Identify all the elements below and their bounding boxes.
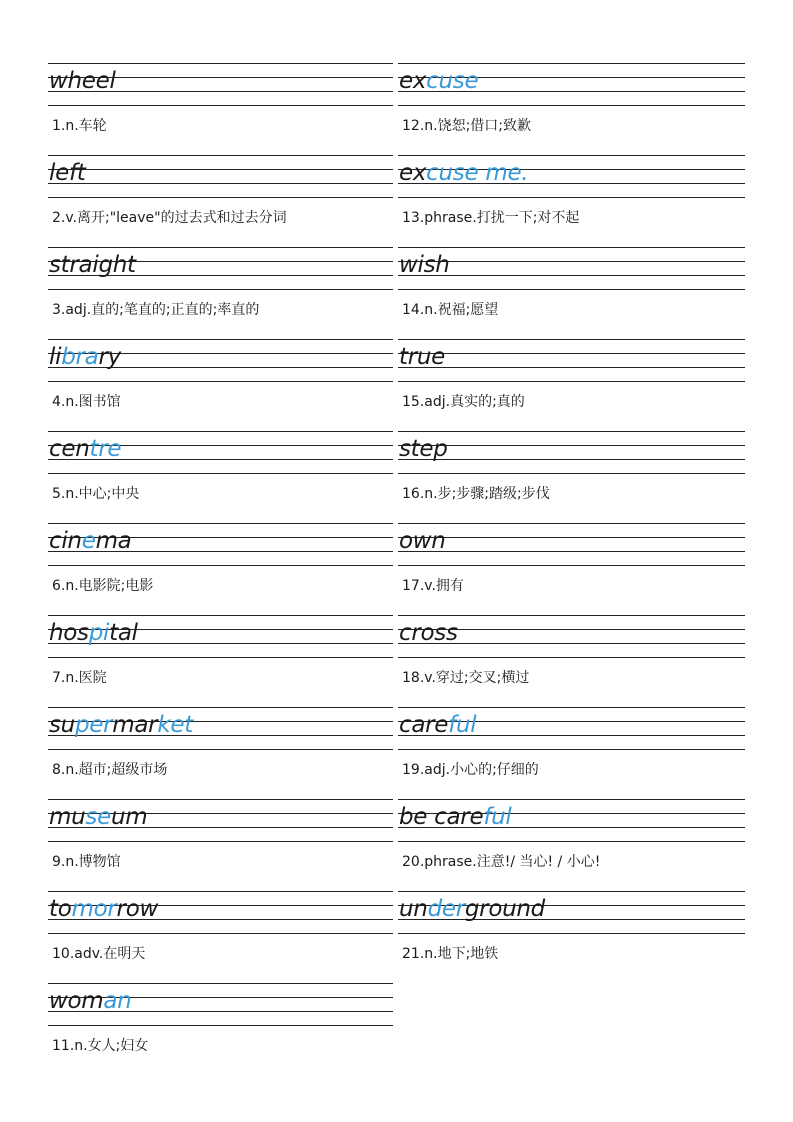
word-syllable: cen bbox=[49, 436, 90, 462]
vocab-word bbox=[399, 342, 445, 372]
writing-guide-line bbox=[48, 707, 393, 708]
vocab-entry bbox=[48, 891, 396, 983]
word-syllable: be care bbox=[399, 804, 484, 830]
vocab-word bbox=[49, 66, 116, 96]
vocab-entry bbox=[398, 431, 746, 523]
vocab-word bbox=[399, 250, 450, 280]
vocab-entry bbox=[398, 63, 746, 155]
highlighted-syllable: pi bbox=[88, 620, 110, 646]
word-syllable: straight bbox=[49, 252, 136, 278]
vocab-entry bbox=[398, 339, 746, 431]
highlighted-syllable: ful bbox=[483, 804, 512, 830]
vocab-meaning: 10.adv.在明天 bbox=[52, 946, 146, 962]
word-syllable: step bbox=[399, 436, 448, 462]
vocab-word bbox=[399, 66, 478, 96]
vocab-word bbox=[49, 710, 193, 740]
vocab-word bbox=[49, 618, 138, 648]
word-syllable: ma bbox=[95, 528, 132, 554]
writing-guide-line bbox=[398, 891, 745, 892]
vocab-meaning: 16.n.步;步骤;踏级;步伐 bbox=[402, 486, 550, 502]
writing-guide-line bbox=[48, 105, 393, 106]
vocab-meaning: 5.n.中心;中央 bbox=[52, 486, 140, 502]
writing-guide-line bbox=[48, 615, 393, 616]
vocab-entry bbox=[398, 707, 746, 799]
writing-guide-line bbox=[398, 275, 745, 276]
vocab-meaning: 4.n.图书馆 bbox=[52, 394, 121, 410]
vocab-meaning: 13.phrase.打扰一下;对不起 bbox=[402, 210, 580, 226]
vocab-entry bbox=[48, 523, 396, 615]
highlighted-syllable: cuse bbox=[426, 68, 479, 94]
word-syllable: care bbox=[399, 712, 449, 738]
writing-guide-line bbox=[398, 155, 745, 156]
vocab-entry bbox=[48, 155, 396, 247]
writing-guide-line bbox=[48, 657, 393, 658]
writing-guide-line bbox=[398, 445, 745, 446]
writing-guide-line bbox=[398, 63, 745, 64]
writing-guide-line bbox=[48, 381, 393, 382]
writing-guide-line bbox=[398, 289, 745, 290]
vocab-meaning: 3.adj.直的;笔直的;正直的;率直的 bbox=[52, 302, 260, 318]
writing-guide-line bbox=[398, 459, 745, 460]
writing-guide-line bbox=[48, 841, 393, 842]
writing-guide-line bbox=[398, 353, 745, 354]
writing-guide-line bbox=[48, 933, 393, 934]
writing-guide-line bbox=[48, 63, 393, 64]
word-syllable: ground bbox=[464, 896, 545, 922]
writing-guide-line bbox=[398, 339, 745, 340]
word-syllable: own bbox=[399, 528, 446, 554]
vocab-meaning: 14.n.祝福;愿望 bbox=[402, 302, 499, 318]
word-syllable: um bbox=[110, 804, 148, 830]
highlighted-syllable: an bbox=[103, 988, 132, 1014]
writing-guide-line bbox=[398, 381, 745, 382]
writing-guide-line bbox=[398, 707, 745, 708]
highlighted-syllable: tre bbox=[89, 436, 122, 462]
word-syllable: cin bbox=[49, 528, 82, 554]
writing-guide-line bbox=[398, 551, 745, 552]
writing-guide-line bbox=[48, 749, 393, 750]
writing-guide-line bbox=[48, 565, 393, 566]
word-syllable: ex bbox=[399, 160, 427, 186]
vocab-meaning: 11.n.女人;妇女 bbox=[52, 1038, 149, 1054]
vocab-word bbox=[399, 710, 476, 740]
word-syllable: su bbox=[49, 712, 75, 738]
writing-guide-line bbox=[398, 431, 745, 432]
word-syllable: tal bbox=[109, 620, 138, 646]
highlighted-syllable: mor bbox=[71, 896, 117, 922]
writing-guide-line bbox=[398, 537, 745, 538]
writing-guide-line bbox=[48, 983, 393, 984]
writing-guide-line bbox=[48, 197, 393, 198]
word-syllable: hos bbox=[49, 620, 89, 646]
writing-guide-line bbox=[398, 799, 745, 800]
word-syllable: row bbox=[116, 896, 158, 922]
vocab-entry bbox=[48, 431, 396, 523]
writing-guide-line bbox=[48, 1025, 393, 1026]
word-syllable: ex bbox=[399, 68, 427, 94]
vocab-meaning: 6.n.电影院;电影 bbox=[52, 578, 154, 594]
writing-guide-line bbox=[398, 247, 745, 248]
highlighted-syllable: cuse me. bbox=[426, 160, 529, 186]
writing-guide-line bbox=[398, 749, 745, 750]
vocab-entry bbox=[398, 523, 746, 615]
vocab-word bbox=[49, 802, 147, 832]
vocab-word bbox=[399, 618, 458, 648]
vocab-word bbox=[49, 526, 131, 556]
word-syllable: ry bbox=[98, 344, 121, 370]
vocab-word bbox=[49, 986, 131, 1016]
vocab-entry bbox=[48, 339, 396, 431]
vocab-entry bbox=[398, 615, 746, 707]
writing-guide-line bbox=[398, 933, 745, 934]
vocab-word bbox=[49, 894, 158, 924]
highlighted-syllable: der bbox=[427, 896, 465, 922]
word-syllable: to bbox=[49, 896, 72, 922]
vocab-word bbox=[399, 894, 545, 924]
vocab-meaning: 9.n.博物馆 bbox=[52, 854, 121, 870]
writing-guide-line bbox=[48, 431, 393, 432]
vocab-entry bbox=[48, 63, 396, 155]
highlighted-syllable: per bbox=[74, 712, 113, 738]
highlighted-syllable: bra bbox=[61, 344, 99, 370]
vocab-meaning: 21.n.地下;地铁 bbox=[402, 946, 499, 962]
vocab-meaning: 18.v.穿过;交叉;横过 bbox=[402, 670, 530, 686]
writing-guide-line bbox=[398, 841, 745, 842]
writing-guide-line bbox=[48, 799, 393, 800]
vocab-meaning: 7.n.医院 bbox=[52, 670, 107, 686]
writing-guide-line bbox=[48, 523, 393, 524]
vocab-meaning: 15.adj.真实的;真的 bbox=[402, 394, 525, 410]
vocab-meaning: 19.adj.小心的;仔细的 bbox=[402, 762, 539, 778]
vocab-entry bbox=[398, 247, 746, 339]
writing-guide-line bbox=[398, 523, 745, 524]
word-syllable: wheel bbox=[49, 68, 116, 94]
vocab-entry bbox=[398, 891, 746, 983]
vocab-word bbox=[49, 250, 136, 280]
writing-guide-line bbox=[48, 339, 393, 340]
word-syllable: wish bbox=[399, 252, 450, 278]
word-syllable: left bbox=[49, 160, 86, 186]
word-syllable: mu bbox=[49, 804, 86, 830]
highlighted-syllable: e bbox=[81, 528, 96, 554]
writing-guide-line bbox=[48, 473, 393, 474]
vocab-entry bbox=[48, 615, 396, 707]
writing-guide-line bbox=[398, 197, 745, 198]
vocab-meaning: 17.v.拥有 bbox=[402, 578, 464, 594]
vocab-word bbox=[49, 158, 85, 188]
vocab-entry bbox=[398, 799, 746, 891]
vocab-meaning: 2.v.离开;"leave"的过去式和过去分词 bbox=[52, 210, 287, 226]
writing-guide-line bbox=[398, 657, 745, 658]
highlighted-syllable: se bbox=[85, 804, 111, 830]
vocab-meaning: 20.phrase.注意!/ 当心! / 小心! bbox=[402, 854, 601, 870]
writing-guide-line bbox=[398, 615, 745, 616]
vocab-entry bbox=[48, 799, 396, 891]
vocab-meaning: 1.n.车轮 bbox=[52, 118, 107, 134]
highlighted-syllable: ful bbox=[448, 712, 477, 738]
highlighted-syllable: ket bbox=[157, 712, 193, 738]
writing-guide-line bbox=[398, 261, 745, 262]
vocab-entry bbox=[48, 707, 396, 799]
writing-guide-line bbox=[48, 289, 393, 290]
vocab-entry bbox=[398, 155, 746, 247]
vocab-word bbox=[49, 434, 121, 464]
vocab-meaning: 12.n.饶恕;借口;致歉 bbox=[402, 118, 532, 134]
writing-guide-line bbox=[398, 367, 745, 368]
writing-guide-line bbox=[398, 473, 745, 474]
writing-guide-line bbox=[48, 891, 393, 892]
word-syllable: mar bbox=[112, 712, 158, 738]
writing-guide-line bbox=[48, 183, 393, 184]
vocab-meaning: 8.n.超市;超级市场 bbox=[52, 762, 168, 778]
writing-guide-line bbox=[48, 169, 393, 170]
word-syllable: un bbox=[399, 896, 428, 922]
vocab-word bbox=[49, 342, 121, 372]
word-syllable: li bbox=[49, 344, 62, 370]
writing-guide-line bbox=[48, 247, 393, 248]
vocab-word bbox=[399, 434, 448, 464]
writing-guide-line bbox=[398, 565, 745, 566]
word-syllable: true bbox=[399, 344, 446, 370]
vocab-entry bbox=[48, 983, 396, 1075]
vocab-word bbox=[399, 158, 528, 188]
word-syllable: cross bbox=[399, 620, 458, 646]
vocab-word bbox=[399, 802, 511, 832]
writing-guide-line bbox=[398, 105, 745, 106]
vocab-word bbox=[399, 526, 446, 556]
writing-guide-line bbox=[48, 155, 393, 156]
vocab-entry bbox=[48, 247, 396, 339]
word-syllable: wom bbox=[49, 988, 104, 1014]
